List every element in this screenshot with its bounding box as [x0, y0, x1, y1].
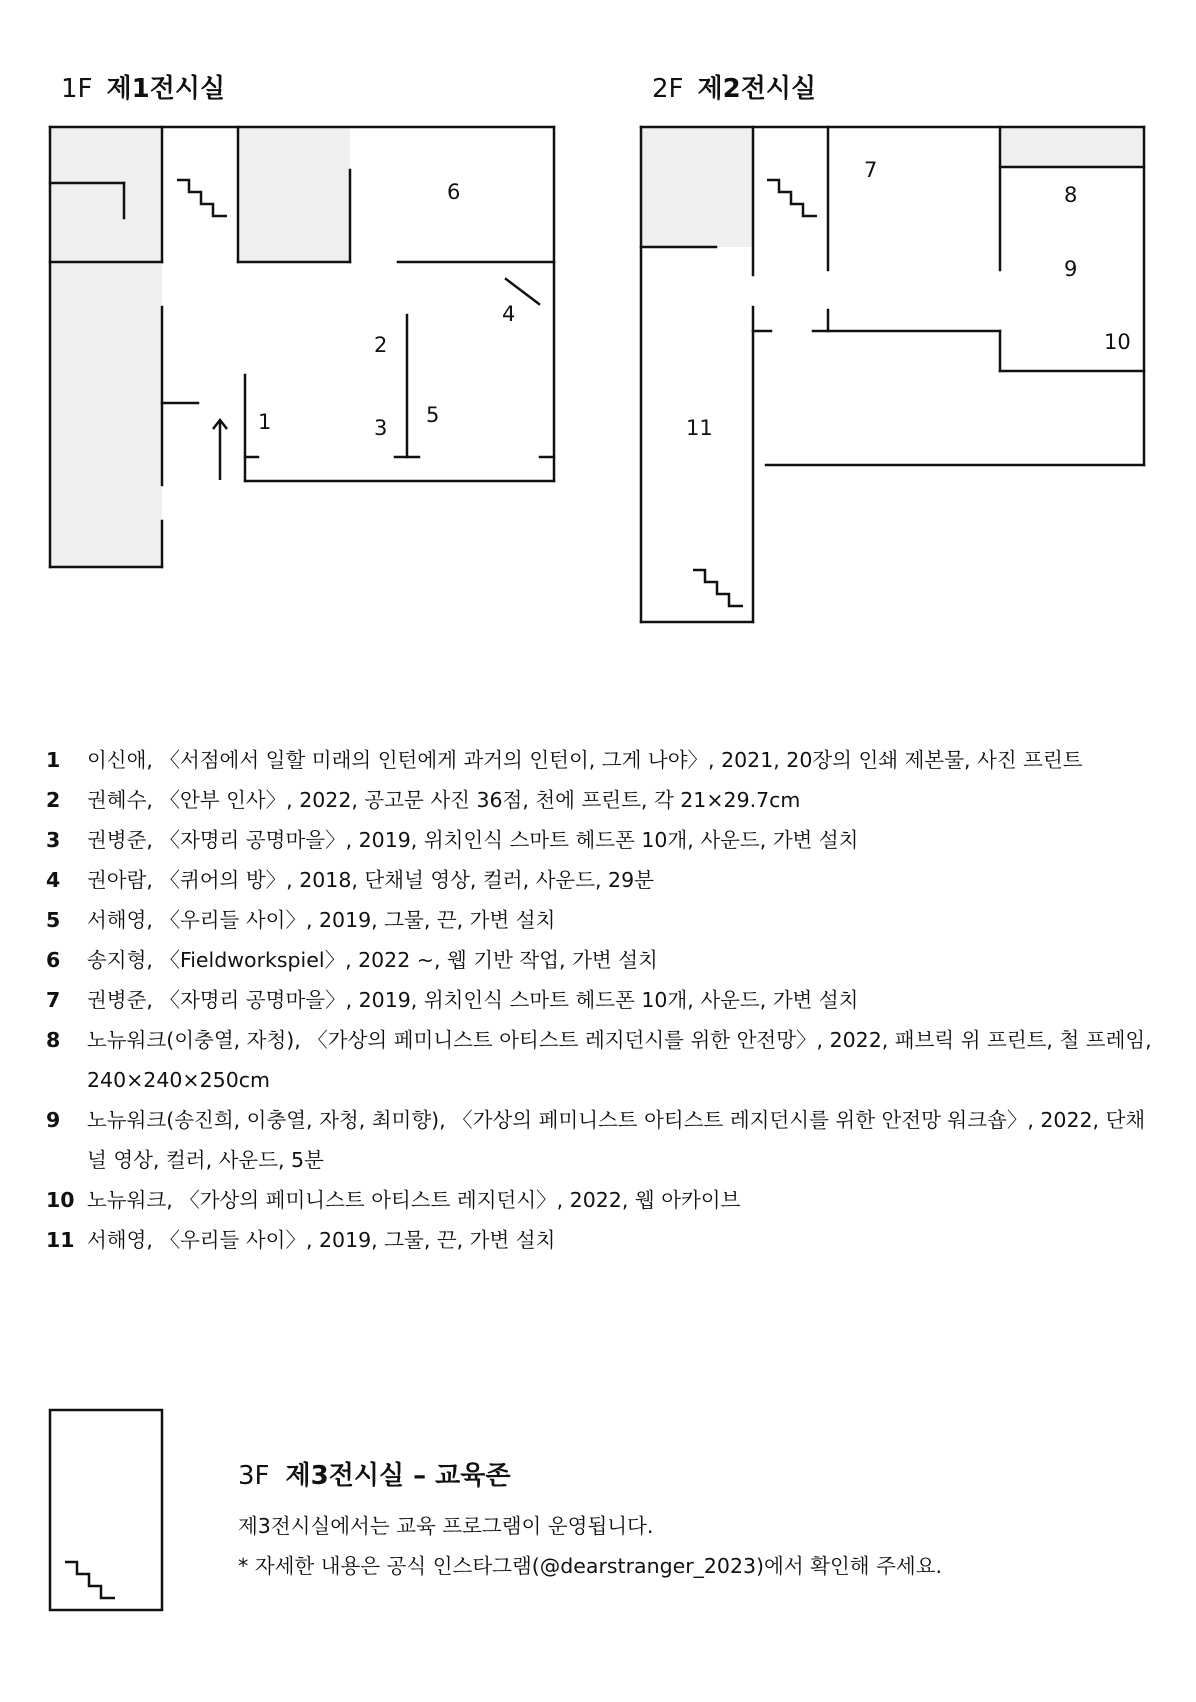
work-description: 노뉴워크, 〈가상의 페미니스트 아티스트 레지던시〉, 2022, 웹 아카이브 — [87, 1188, 741, 1212]
work-number: 2 — [46, 788, 61, 812]
f2-shade-left — [641, 127, 753, 247]
f1-shade-room — [238, 127, 350, 262]
work-number: 11 — [46, 1228, 75, 1252]
work-item-11 — [46, 1220, 1156, 1260]
floor2-name: 제2전시실 — [697, 74, 817, 104]
map-label-9: 9 — [1064, 257, 1078, 281]
work-description: 이신애, 〈서점에서 일할 미래의 인턴에게 과거의 인턴이, 그게 나야〉, 2021, 20장의 인쇄 제본물, 사진 프린트 — [87, 748, 1083, 772]
work-description: 권병준, 〈자명리 공명마을〉, 2019, 위치인식 스마트 헤드폰 10개, 사운드, 가변 설치 — [87, 828, 859, 852]
work-item-5 — [46, 900, 1156, 940]
floor1-name: 제1전시실 — [106, 74, 226, 104]
floor3-info-line2: * 자세한 내용은 공식 인스타그램(@dearstranger_2023)에서 확인해 주세요. — [238, 1554, 943, 1578]
work-description: 송지형, 〈Fieldworkspiel〉, 2022 ~, 웹 기반 작업, 가변 설치 — [87, 948, 658, 972]
f2-stairs-top-icon — [767, 180, 817, 216]
work-number: 6 — [46, 948, 61, 972]
work-number: 5 — [46, 908, 61, 932]
work-number: 10 — [46, 1188, 75, 1212]
f2-shade-8 — [1000, 127, 1144, 167]
map-label-7: 7 — [864, 158, 878, 182]
map-label-2: 2 — [374, 333, 388, 357]
work-item-7 — [46, 980, 1156, 1020]
work-description: 권병준, 〈자명리 공명마을〉, 2019, 위치인식 스마트 헤드폰 10개, 사운드, 가변 설치 — [87, 988, 859, 1012]
work-number: 9 — [46, 1108, 61, 1132]
work-number: 7 — [46, 988, 61, 1012]
work-item-4 — [46, 860, 1156, 900]
work-item-3 — [46, 820, 1156, 860]
work-item-1 — [46, 740, 1156, 780]
work-description: 노뉴워크(송진희, 이충열, 자청, 최미향), 〈가상의 페미니스트 아티스트 레지던시를 위한 안전망 워크숍〉, 2022, 단채널 영상, 컬러, 사운드, 5분 — [87, 1108, 1146, 1172]
map-label-1: 1 — [258, 410, 272, 434]
floor-plans — [0, 0, 1196, 640]
work-item-6 — [46, 940, 1156, 980]
work-number: 4 — [46, 868, 61, 892]
shaded-areas — [50, 127, 1144, 567]
work-description: 서해영, 〈우리들 사이〉, 2019, 그물, 끈, 가변 설치 — [87, 908, 556, 932]
f1-stairs-icon — [177, 180, 227, 216]
floor3-title — [238, 1455, 511, 1492]
map-label-8: 8 — [1064, 183, 1078, 207]
work-description: 서해영, 〈우리들 사이〉, 2019, 그물, 끈, 가변 설치 — [87, 1228, 556, 1252]
map-label-5: 5 — [426, 403, 440, 427]
f1-shade-left — [50, 127, 162, 567]
floor3-level: 3F — [238, 1461, 270, 1491]
f2-stairs-bottom-icon — [693, 570, 743, 606]
floor3-plan — [0, 1400, 200, 1630]
f1-entrance-arrow — [213, 420, 227, 480]
floor3-name: 제3전시실 – 교육존 — [285, 1461, 511, 1491]
work-description: 노뉴워크(이충열, 자청), 〈가상의 페미니스트 아티스트 레지던시를 위한 안전망〉, 2022, 패브릭 위 프린트, 철 프레임, 240×240×250cm — [87, 1028, 1152, 1092]
work-number: 1 — [46, 748, 61, 772]
work-description: 권아람, 〈퀴어의 방〉, 2018, 단채널 영상, 컬러, 사운드, 29분 — [87, 868, 654, 892]
work-item-9 — [46, 1100, 1156, 1180]
map-label-6: 6 — [447, 180, 461, 204]
f3-stairs-icon — [65, 1562, 115, 1598]
work-item-10 — [46, 1180, 1156, 1220]
work-item-2 — [46, 780, 1156, 820]
floor3-info-line1: 제3전시실에서는 교육 프로그램이 운영됩니다. — [238, 1514, 654, 1538]
map-label-4: 4 — [502, 302, 516, 326]
work-description: 권혜수, 〈안부 인사〉, 2022, 공고문 사진 36점, 천에 프린트, 각 21×29.7cm — [87, 788, 801, 812]
works-list — [46, 740, 1156, 1260]
floor1-level: 1F — [61, 74, 93, 104]
map-label-11: 11 — [686, 416, 713, 440]
floor2-level: 2F — [652, 74, 684, 104]
work-number: 3 — [46, 828, 61, 852]
map-label-3: 3 — [374, 416, 388, 440]
work-item-8 — [46, 1020, 1156, 1100]
f3-room-outline — [50, 1410, 162, 1610]
work-number: 8 — [46, 1028, 61, 1052]
map-label-10: 10 — [1104, 330, 1131, 354]
